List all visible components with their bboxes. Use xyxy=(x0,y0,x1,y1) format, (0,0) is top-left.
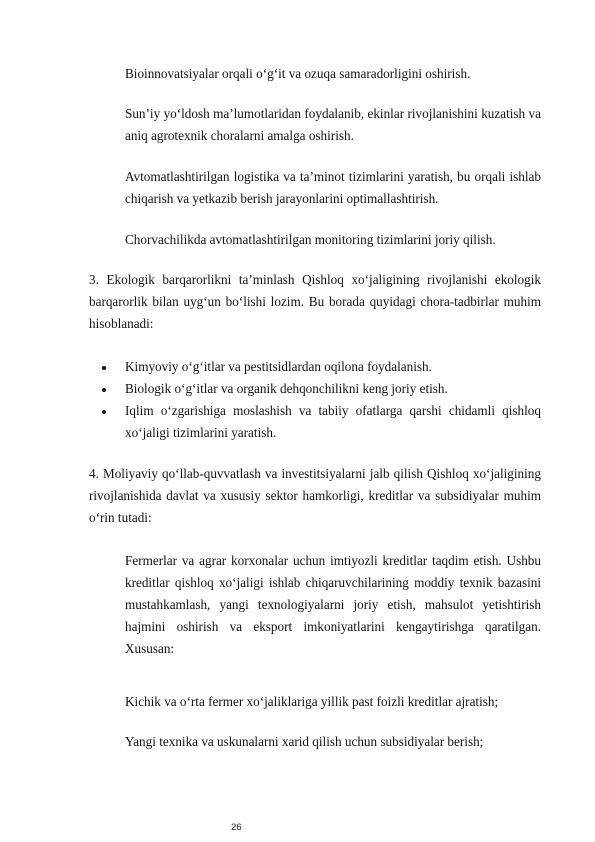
page-number: 26 xyxy=(231,822,242,833)
list-item-text: Biologik o‘g‘itlar va organik dehqonchilikni keng joriy etish. xyxy=(125,381,448,396)
section-financial-support: 4. Moliyaviy qo‘llab-quvvatlash va investitsiyalarni jalb qilish Qishloq xo‘jaligining rivojlanishida davlat va xususiy sektor hamkorligi, kreditlar va subsidiyalar muhim o‘rin tutadi: xyxy=(89,466,541,525)
list-item xyxy=(89,378,541,400)
paragraph-low-interest-loans: Kichik va o‘rta fermer xo‘jaliklariga yillik past foizli kreditlar ajratish; xyxy=(125,694,499,709)
bullet-icon xyxy=(102,388,106,392)
bullet-list xyxy=(89,356,541,444)
paragraph-satellite-data: Sun’iy yo‘ldosh ma’lumotlaridan foydalanib, ekinlar rivojlanishini kuzatish va aniq agrotexnik choralarni amalga oshirish. xyxy=(125,106,541,143)
list-item xyxy=(89,356,541,378)
paragraph-bioinnovations: Bioinnovatsiyalar orqali o‘g‘it va ozuqa samaradorligini oshirish. xyxy=(125,66,471,81)
paragraph-subsidies: Yangi texnika va uskunalarni xarid qilish uchun subsidiyalar berish; xyxy=(125,734,484,749)
paragraph-livestock-monitoring: Chorvachilikda avtomatlashtirilgan monitoring tizimlarini joriy qilish. xyxy=(125,232,496,247)
bullet-icon xyxy=(102,410,106,414)
list-item xyxy=(89,400,541,444)
bullet-icon xyxy=(102,366,106,370)
paragraph-logistics: Avtomatlashtirilgan logistika va ta’minot tizimlarini yaratish, bu orqali ishlab chiqarish va yetkazib berish jarayonlarini optimallashtirish. xyxy=(125,169,541,206)
list-item-text: Kimyoviy o‘g‘itlar va pestitsidlardan oqilona foydalanish. xyxy=(125,359,432,374)
list-item-text: Iqlim o‘zgarishiga moslashish va tabiiy ofatlarga qarshi chidamli qishloq xo‘jaligi tizimlarini yaratish. xyxy=(125,403,541,440)
section-ecological-sustainability: 3. Ekologik barqarorlikni ta’minlash Qishloq xo‘jaligining rivojlanishi ekologik barqarorlik bilan uyg‘un bo‘lishi lozim. Bu borada quyidagi chora-tadbirlar muhim hisoblanadi: xyxy=(89,272,541,331)
paragraph-preferential-credits: Fermerlar va agrar korxonalar uchun imtiyozli kreditlar taqdim etish. Ushbu kreditlar qishloq xo‘jaligi ishlab chiqaruvchilarining moddiy texnik bazasini mustahkamlash, yangi texnologiyalarni joriy etish, mahsulot yetishtirish hajmini oshirish va eksport imkoniyatlarini kengaytirishga qaratilgan. Xususan: xyxy=(125,553,541,656)
